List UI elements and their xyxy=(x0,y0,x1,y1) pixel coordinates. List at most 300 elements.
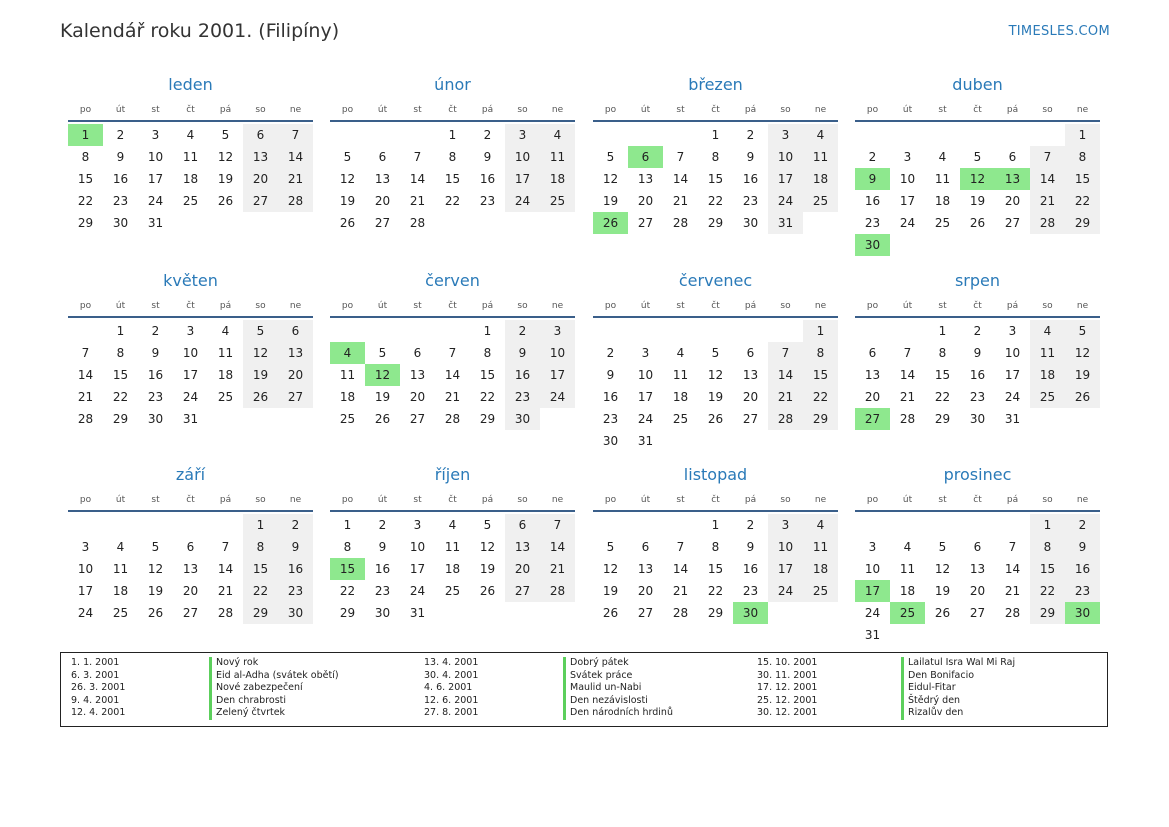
day-cell: 30 xyxy=(855,234,890,256)
empty-day xyxy=(663,514,698,536)
day-cell: 1 xyxy=(116,324,125,338)
day-cell: 21 xyxy=(899,390,916,404)
holiday-date: 13. 4. 2001 xyxy=(424,657,479,668)
day-cell: 3 xyxy=(768,124,803,146)
day-cell: 24 xyxy=(637,412,654,426)
month-name: duben xyxy=(952,75,1003,94)
day-cell: 24 xyxy=(768,580,803,602)
day-cell: 24 xyxy=(540,386,575,408)
day-cell: 8 xyxy=(343,540,352,554)
day-cell: 12 xyxy=(602,562,619,576)
day-cell: 21 xyxy=(409,194,426,208)
day-cell: 4 xyxy=(116,540,125,554)
holiday-name: Den národních hrdinů xyxy=(563,707,673,720)
day-cell: 15 xyxy=(243,558,278,580)
day-cell: 3 xyxy=(505,124,540,146)
day-cell: 13 xyxy=(182,562,199,576)
day-cell: 4 xyxy=(186,128,195,142)
day-cell: 17 xyxy=(77,584,94,598)
day-cell: 15 xyxy=(707,562,724,576)
day-cell: 11 xyxy=(803,146,838,168)
day-cell: 2 xyxy=(278,514,313,536)
day-cell: 16 xyxy=(374,562,391,576)
day-cell: 26 xyxy=(602,606,619,620)
day-cell: 6 xyxy=(973,540,982,554)
day-cell: 23 xyxy=(374,584,391,598)
day-cell: 16 xyxy=(742,562,759,576)
day-cell: 14 xyxy=(1030,168,1065,190)
day-cell: 19 xyxy=(934,584,951,598)
week-row xyxy=(593,558,838,580)
day-cell: 16 xyxy=(742,172,759,186)
day-cell: 31 xyxy=(147,216,164,230)
weekday-header xyxy=(68,492,313,512)
day-cell: 22 xyxy=(339,584,356,598)
weekday-label: pá xyxy=(481,495,494,505)
empty-day xyxy=(628,124,663,146)
day-cell: 5 xyxy=(343,150,352,164)
weekday-label: po xyxy=(604,105,617,115)
week-row xyxy=(330,342,575,364)
empty-day xyxy=(855,320,890,342)
empty-day xyxy=(628,320,663,342)
week-row xyxy=(855,602,1100,624)
day-cell: 29 xyxy=(112,412,129,426)
day-cell: 2 xyxy=(505,320,540,342)
day-cell: 28 xyxy=(1004,606,1021,620)
day-cell: 17 xyxy=(540,364,575,386)
day-cell: 15 xyxy=(707,172,724,186)
empty-day xyxy=(890,320,925,342)
month-2 xyxy=(330,74,575,234)
empty-day xyxy=(365,124,400,146)
day-cell: 27 xyxy=(409,412,426,426)
day-cell: 17 xyxy=(1004,368,1021,382)
day-cell: 2 xyxy=(973,324,982,338)
day-cell: 22 xyxy=(1030,580,1065,602)
day-cell: 23 xyxy=(602,412,619,426)
day-cell: 20 xyxy=(505,558,540,580)
day-cell: 25 xyxy=(444,584,461,598)
empty-day xyxy=(628,514,663,536)
week-row xyxy=(855,212,1100,234)
day-cell: 25 xyxy=(182,194,199,208)
holiday-date: 30. 11. 2001 xyxy=(757,669,818,681)
holiday-name: Nový rok xyxy=(209,657,258,670)
weekday-label: ne xyxy=(289,301,302,311)
day-cell: 6 xyxy=(746,346,755,360)
day-cell: 18 xyxy=(217,368,234,382)
week-row xyxy=(855,190,1100,212)
day-cell: 9 xyxy=(278,536,313,558)
day-cell: 7 xyxy=(903,346,912,360)
day-cell: 13 xyxy=(995,168,1030,190)
weekday-label: čt xyxy=(711,495,720,505)
empty-day xyxy=(103,514,138,536)
holiday-date: 4. 6. 2001 xyxy=(424,682,473,693)
weekday-label: čt xyxy=(186,301,195,311)
week-row xyxy=(68,342,313,364)
week-row xyxy=(855,124,1100,146)
weekday-label: so xyxy=(255,495,266,505)
day-cell: 12 xyxy=(934,562,951,576)
day-cell: 6 xyxy=(278,320,313,342)
day-cell: 8 xyxy=(483,346,492,360)
day-cell: 25 xyxy=(890,602,925,624)
month-name: březen xyxy=(688,75,743,94)
week-row xyxy=(593,190,838,212)
weekday-label: út xyxy=(377,301,388,311)
day-cell: 6 xyxy=(505,514,540,536)
day-cell: 10 xyxy=(899,172,916,186)
day-cell: 16 xyxy=(112,172,129,186)
weekday-label: st xyxy=(413,495,422,505)
week-row xyxy=(68,536,313,558)
empty-day xyxy=(593,514,628,536)
day-cell: 23 xyxy=(505,386,540,408)
day-cell: 7 xyxy=(413,150,422,164)
day-cell: 1 xyxy=(1065,124,1100,146)
day-cell: 13 xyxy=(278,342,313,364)
day-cell: 20 xyxy=(409,390,426,404)
day-cell: 20 xyxy=(182,584,199,598)
weekday-label: čt xyxy=(973,105,982,115)
day-cell: 5 xyxy=(606,540,615,554)
day-cell: 14 xyxy=(540,536,575,558)
day-cell: 30 xyxy=(1065,602,1100,624)
day-cell: 18 xyxy=(1030,364,1065,386)
day-cell: 6 xyxy=(1008,150,1017,164)
week-row xyxy=(330,558,575,580)
day-cell: 25 xyxy=(339,412,356,426)
day-cell: 6 xyxy=(628,146,663,168)
day-cell: 19 xyxy=(243,364,278,386)
day-cell: 7 xyxy=(278,124,313,146)
month-name: únor xyxy=(434,75,471,94)
weekday-label: st xyxy=(938,105,947,115)
day-cell: 7 xyxy=(540,514,575,536)
day-cell: 30 xyxy=(505,408,540,430)
week-row xyxy=(855,408,1100,430)
week-row xyxy=(330,580,575,602)
day-cell: 14 xyxy=(899,368,916,382)
month-name: červenec xyxy=(678,271,753,290)
day-cell: 3 xyxy=(413,518,422,532)
week-row xyxy=(330,190,575,212)
day-cell: 12 xyxy=(365,364,400,386)
empty-day xyxy=(925,124,960,146)
week-row xyxy=(68,320,313,342)
day-cell: 9 xyxy=(378,540,387,554)
month-3 xyxy=(593,74,838,234)
week-row xyxy=(330,602,575,624)
weekday-label: ne xyxy=(814,105,827,115)
empty-day xyxy=(68,320,103,342)
day-cell: 4 xyxy=(676,346,685,360)
day-cell: 11 xyxy=(899,562,916,576)
day-cell: 2 xyxy=(746,518,755,532)
holiday-legend xyxy=(60,652,1108,727)
week-row xyxy=(593,536,838,558)
day-cell: 22 xyxy=(934,390,951,404)
day-cell: 9 xyxy=(746,540,755,554)
day-cell: 3 xyxy=(768,514,803,536)
empty-day xyxy=(593,320,628,342)
day-cell: 4 xyxy=(1030,320,1065,342)
weekday-label: ne xyxy=(551,495,564,505)
weekday-label: čt xyxy=(711,301,720,311)
weekday-header xyxy=(593,298,838,318)
day-cell: 14 xyxy=(278,146,313,168)
day-cell: 22 xyxy=(479,390,496,404)
day-cell: 2 xyxy=(606,346,615,360)
weekday-label: ne xyxy=(289,105,302,115)
day-cell: 28 xyxy=(768,408,803,430)
day-cell: 11 xyxy=(672,368,689,382)
day-cell: 14 xyxy=(672,562,689,576)
day-cell: 30 xyxy=(112,216,129,230)
week-row xyxy=(68,124,313,146)
day-cell: 23 xyxy=(969,390,986,404)
day-cell: 3 xyxy=(641,346,650,360)
weekday-header xyxy=(855,298,1100,318)
empty-day xyxy=(435,320,470,342)
day-cell: 8 xyxy=(116,346,125,360)
holiday-name: Maulid un-Nabi xyxy=(563,682,641,695)
day-cell: 2 xyxy=(483,128,492,142)
day-cell: 21 xyxy=(1004,584,1021,598)
month-name: leden xyxy=(168,75,213,94)
day-cell: 8 xyxy=(448,150,457,164)
day-cell: 27 xyxy=(855,408,890,430)
brand-link[interactable]: TIMESLES.COM xyxy=(1008,24,1110,39)
holiday-date: 12. 6. 2001 xyxy=(424,694,479,706)
weekday-label: so xyxy=(1042,495,1053,505)
day-cell: 21 xyxy=(278,168,313,190)
week-row xyxy=(68,514,313,536)
day-cell: 15 xyxy=(1065,168,1100,190)
day-cell: 26 xyxy=(217,194,234,208)
day-cell: 20 xyxy=(864,390,881,404)
weekday-label: út xyxy=(902,301,913,311)
holiday-name: Lailatul Isra Wal Mi Raj xyxy=(901,657,1015,670)
day-cell: 13 xyxy=(864,368,881,382)
day-cell: 29 xyxy=(479,412,496,426)
week-row xyxy=(68,364,313,386)
week-row xyxy=(68,408,313,430)
day-cell: 16 xyxy=(969,368,986,382)
empty-day xyxy=(890,514,925,536)
day-cell: 11 xyxy=(217,346,234,360)
day-cell: 6 xyxy=(186,540,195,554)
day-cell: 10 xyxy=(147,150,164,164)
empty-day xyxy=(995,124,1030,146)
day-cell: 24 xyxy=(409,584,426,598)
day-cell: 18 xyxy=(112,584,129,598)
day-cell: 11 xyxy=(1030,342,1065,364)
month-name: listopad xyxy=(683,465,748,484)
day-cell: 13 xyxy=(637,172,654,186)
weekday-label: pá xyxy=(219,495,232,505)
day-cell: 17 xyxy=(768,168,803,190)
day-cell: 10 xyxy=(768,146,803,168)
week-row xyxy=(330,408,575,430)
day-cell: 11 xyxy=(444,540,461,554)
day-cell: 28 xyxy=(217,606,234,620)
weekday-label: po xyxy=(866,105,879,115)
day-cell: 19 xyxy=(217,172,234,186)
day-cell: 14 xyxy=(1004,562,1021,576)
week-row xyxy=(593,514,838,536)
empty-day xyxy=(768,320,803,342)
holiday-name: Den nezávislosti xyxy=(563,695,648,708)
day-cell: 9 xyxy=(606,368,615,382)
empty-day xyxy=(68,514,103,536)
day-cell: 18 xyxy=(182,172,199,186)
day-cell: 15 xyxy=(1030,558,1065,580)
weekday-header xyxy=(593,492,838,512)
day-cell: 5 xyxy=(151,540,160,554)
day-cell: 19 xyxy=(479,562,496,576)
empty-day xyxy=(855,514,890,536)
day-cell: 20 xyxy=(742,390,759,404)
day-cell: 22 xyxy=(77,194,94,208)
week-row xyxy=(68,602,313,624)
weekday-label: so xyxy=(255,105,266,115)
week-row xyxy=(593,602,838,624)
week-row xyxy=(330,212,575,234)
day-cell: 19 xyxy=(339,194,356,208)
weekday-label: po xyxy=(79,301,92,311)
weekday-label: st xyxy=(151,301,160,311)
day-cell: 22 xyxy=(707,584,724,598)
week-row xyxy=(330,536,575,558)
day-cell: 15 xyxy=(77,172,94,186)
week-row xyxy=(68,190,313,212)
day-cell: 18 xyxy=(540,168,575,190)
empty-day xyxy=(593,124,628,146)
week-row xyxy=(330,514,575,536)
empty-day xyxy=(960,124,995,146)
day-cell: 16 xyxy=(147,368,164,382)
day-cell: 15 xyxy=(934,368,951,382)
day-cell: 7 xyxy=(448,346,457,360)
day-cell: 9 xyxy=(855,168,890,190)
empty-day xyxy=(663,320,698,342)
day-cell: 27 xyxy=(278,386,313,408)
weekday-label: pá xyxy=(219,301,232,311)
day-cell: 31 xyxy=(768,212,803,234)
day-cell: 2 xyxy=(1065,514,1100,536)
day-cell: 27 xyxy=(742,412,759,426)
holiday-name: Eid al-Adha (svátek obětí) xyxy=(209,670,339,683)
day-cell: 29 xyxy=(707,216,724,230)
holiday-name: Eidul-Fitar xyxy=(901,682,956,695)
day-cell: 21 xyxy=(672,194,689,208)
day-cell: 29 xyxy=(934,412,951,426)
page-title: Kalendář roku 2001. (Filipíny) xyxy=(60,20,340,42)
weekday-header xyxy=(68,298,313,318)
day-cell: 25 xyxy=(112,606,129,620)
day-cell: 24 xyxy=(1004,390,1021,404)
empty-day xyxy=(698,320,733,342)
weekday-label: čt xyxy=(711,105,720,115)
day-cell: 28 xyxy=(278,190,313,212)
day-cell: 16 xyxy=(1065,558,1100,580)
weekday-label: út xyxy=(902,105,913,115)
day-cell: 29 xyxy=(1065,212,1100,234)
day-cell: 18 xyxy=(339,390,356,404)
day-cell: 22 xyxy=(444,194,461,208)
day-cell: 26 xyxy=(339,216,356,230)
weekday-label: út xyxy=(640,105,651,115)
day-cell: 1 xyxy=(68,124,103,146)
day-cell: 11 xyxy=(182,150,199,164)
weekday-label: st xyxy=(676,105,685,115)
day-cell: 7 xyxy=(81,346,90,360)
day-cell: 27 xyxy=(637,606,654,620)
weekday-label: pá xyxy=(481,301,494,311)
day-cell: 5 xyxy=(483,518,492,532)
holiday-date: 26. 3. 2001 xyxy=(71,682,126,693)
month-11 xyxy=(593,464,838,624)
empty-day xyxy=(663,124,698,146)
day-cell: 26 xyxy=(707,412,724,426)
week-row xyxy=(330,168,575,190)
day-cell: 21 xyxy=(768,386,803,408)
day-cell: 10 xyxy=(864,562,881,576)
weekday-label: so xyxy=(517,301,528,311)
week-row xyxy=(855,320,1100,342)
empty-day xyxy=(208,514,243,536)
day-cell: 12 xyxy=(707,368,724,382)
weekday-label: po xyxy=(79,495,92,505)
weekday-label: út xyxy=(115,495,126,505)
day-cell: 28 xyxy=(444,412,461,426)
day-cell: 29 xyxy=(77,216,94,230)
day-cell: 28 xyxy=(540,580,575,602)
weekday-label: pá xyxy=(744,301,757,311)
day-cell: 5 xyxy=(378,346,387,360)
day-cell: 12 xyxy=(479,540,496,554)
day-cell: 22 xyxy=(707,194,724,208)
day-cell: 13 xyxy=(637,562,654,576)
week-row xyxy=(593,168,838,190)
weekday-label: čt xyxy=(186,105,195,115)
day-cell: 9 xyxy=(746,150,755,164)
empty-day xyxy=(855,124,890,146)
day-cell: 23 xyxy=(278,580,313,602)
day-cell: 25 xyxy=(540,190,575,212)
week-row xyxy=(593,124,838,146)
week-row xyxy=(855,558,1100,580)
holiday-date: 30. 4. 2001 xyxy=(424,669,479,681)
day-cell: 24 xyxy=(77,606,94,620)
day-cell: 1 xyxy=(343,518,352,532)
month-5 xyxy=(68,270,313,430)
day-cell: 22 xyxy=(112,390,129,404)
weekday-label: čt xyxy=(448,105,457,115)
day-cell: 24 xyxy=(864,606,881,620)
weekday-label: ne xyxy=(1076,301,1089,311)
weekday-label: pá xyxy=(744,105,757,115)
day-cell: 2 xyxy=(151,324,160,338)
day-cell: 1 xyxy=(448,128,457,142)
week-row xyxy=(855,536,1100,558)
day-cell: 18 xyxy=(899,584,916,598)
day-cell: 23 xyxy=(742,194,759,208)
day-cell: 27 xyxy=(637,216,654,230)
